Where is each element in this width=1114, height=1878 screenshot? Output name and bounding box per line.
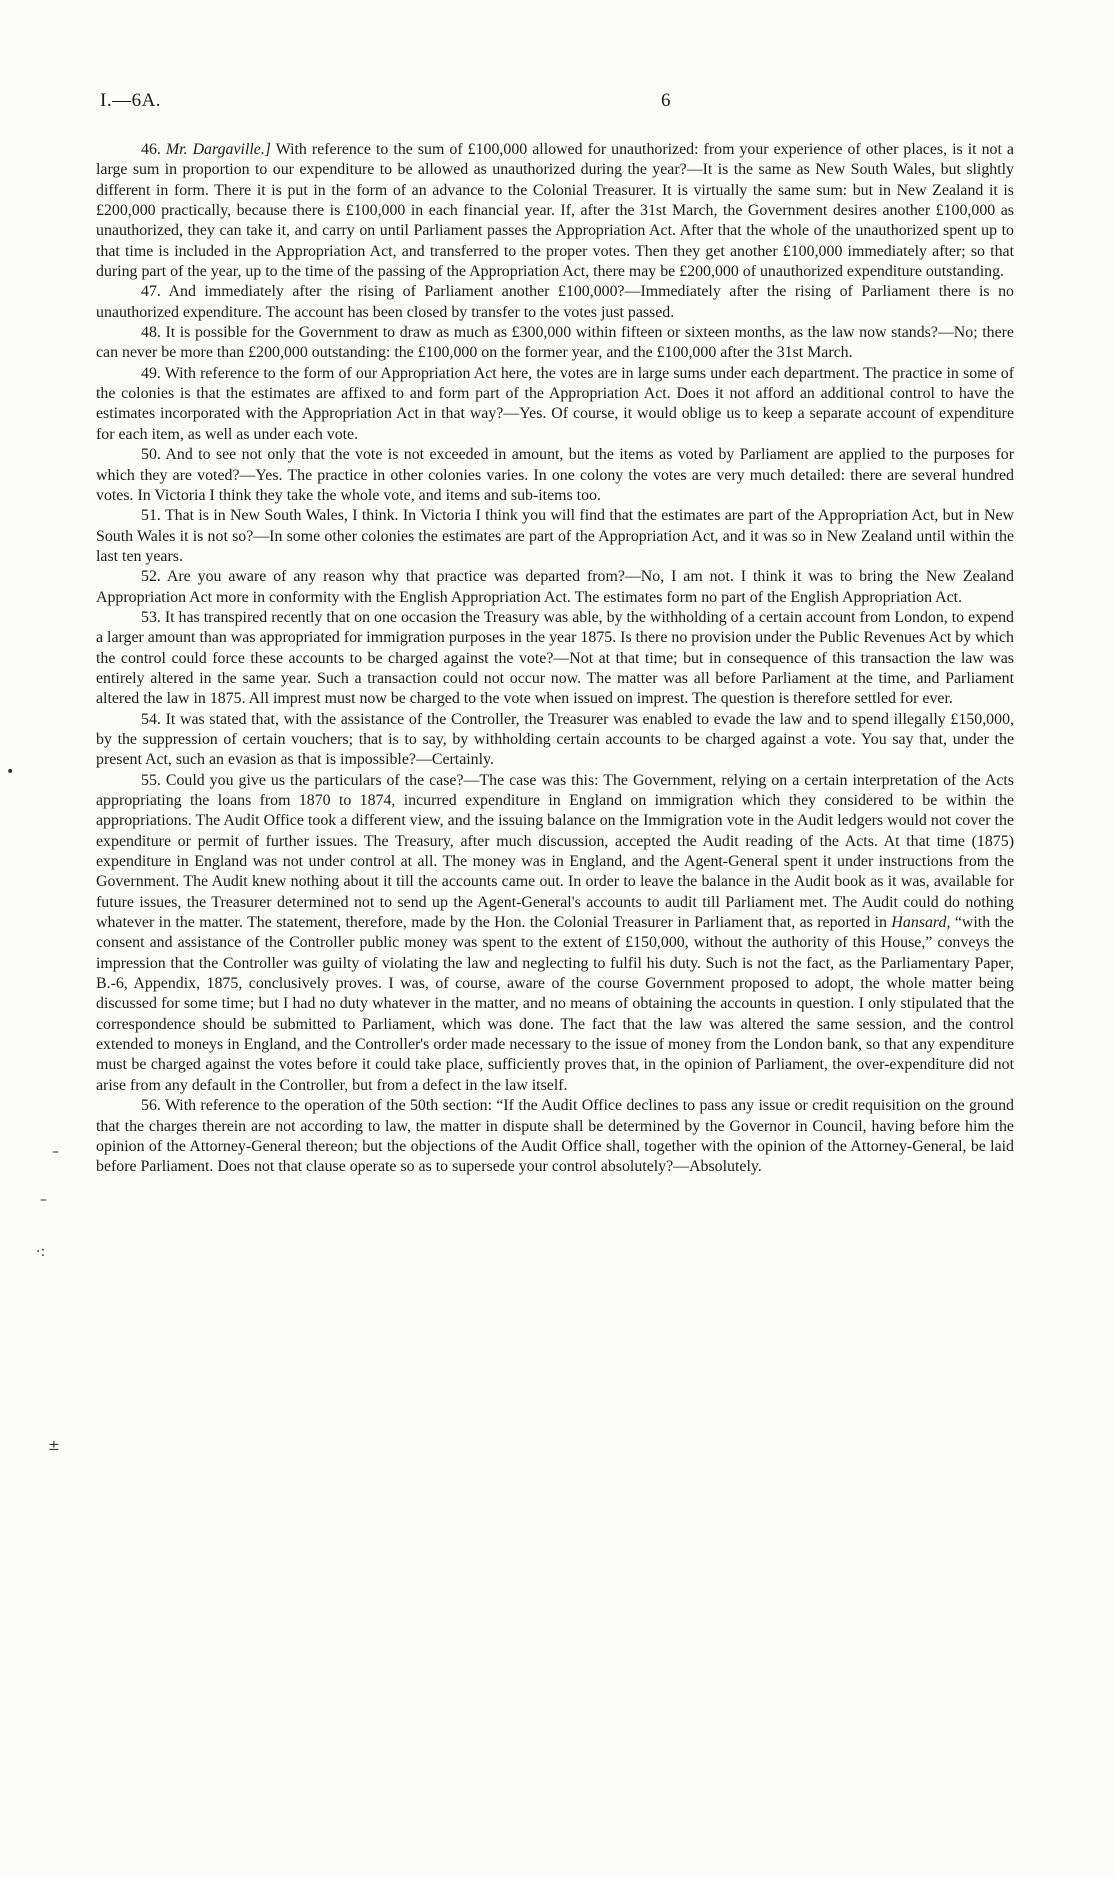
paragraph-text: Could you give us the particulars of the case?—The case was this: The Government, relying on a certain interpretation of the Acts appropriating the loans from 1870 to 1874, incurred expenditure in England on immigration which they considered to be within the appropriations. The Audit Office took a different view, and the issuing balance on the Immigration vote in the Audit ledgers would not cover the expenditure or permit of further issues. The Treasury, after much discussion, accepted the Audit reading of the Acts. At that time (1875) expenditure in England was not under control at all. The money was in England, and the Agent-General spent it under instructions from the Government. The Audit knew nothing about it till the accounts came out. In order to leave the balance in the Audit book as it was, available for future issues, the Treasurer determined not to send up the Agent-General's accounts to audit till Parliament met. The Audit could do nothing whatever in the matter. The statement, therefore, made by the Hon. the Colonial Treasurer in Parliament that, as reported in: [96, 771, 1014, 932]
evidence-text: [96, 140, 1014, 1178]
question-number: 56.: [141, 1097, 161, 1115]
paragraph-text: With reference to the operation of the 50th section: “If the Audit Office declines to pass any issue or credit requisition on the ground that the charges therein are not according to law, the matter in dispute shall be determined by the Governor in Council, having before him the opinion of the Attorney-General thereon; but the objections of the Audit Office shall, together with the opinion of the Attorney-General, be laid before Parliament. Does not that clause operate so as to supersede your control absolutely?—Absolutely.: [96, 1097, 1014, 1176]
question-number: 53.: [141, 608, 161, 626]
paragraph-49: [96, 364, 1014, 445]
paragraph-text: It was stated that, with the assistance of the Controller, the Treasurer was enabled to evade the law and to spend illegally £150,000, by the suppression of certain vouchers; that is to say, by withholding certain accounts to be charged against a vote. You say that, under the present Act, such an evasion as that is impossible?—Certainly.: [96, 710, 1014, 769]
paragraph-48: [96, 323, 1014, 364]
paragraph-text: That is in New South Wales, I think. In Victoria I think you will find that the estimates are part of the Appropriation Act, but in New South Wales it is not so?—In some other colonies the estimates are part of the Appropriation Act, and it was so in New Zealand until within the last ten years.: [96, 507, 1015, 565]
margin-dash: –: [52, 1144, 59, 1160]
paragraph-53: [96, 608, 1014, 710]
document-reference: I.—6A.: [100, 90, 162, 111]
paragraph-text: And immediately after the rising of Parliament another £100,000?—Immediately after the rising of Parliament there is no unauthorized expenditure. The account has been closed by transfer to the votes just passed.: [96, 283, 1014, 321]
question-number: 49.: [141, 364, 161, 382]
paragraph-56: [96, 1096, 1014, 1177]
paragraph-text: With reference to the form of our Appropriation Act here, the votes are in large sums under each department. The practice in some of the colonies is that the estimates are affixed to and form part of the Appropriation Act. Does it not afford an additional control to have the estimates incorporated with the Appropriation Act in that way?—Yes. Of course, it would oblige us to keep a separate account of expenditure for each item, as well as under each vote.: [96, 364, 1015, 443]
paragraph-55: [96, 771, 1014, 1097]
margin-dot: •: [6, 764, 15, 780]
paragraph-50: [96, 445, 1014, 506]
question-number: 50.: [141, 446, 161, 464]
paragraph-text: And to see not only that the vote is not exceeded in amount, but the items as voted by Parliament are applied to the purposes for which they are voted?—Yes. The practice in other colonies varies. In one colony the votes are very much detailed: there are several hundred votes. In Victoria I think they take the whole vote, and items and sub-items too.: [96, 446, 1014, 504]
question-number: 54.: [141, 710, 161, 728]
question-number: 46.: [141, 141, 161, 158]
paragraph-52: [96, 567, 1014, 608]
paragraph-text: With reference to the sum of £100,000 allowed for unauthorized: from your experience of other places, is it not a large sum in proportion to our expenditure to be allowed as unauthorized during the year?—It is the same as New South Wales, but slightly different in form. There it is put in the form of an advance to the Colonial Treasurer. It is virtually the same sum: but in New Zealand it is £200,000 practically, because there is £100,000 in each financial year. If, after the 31st March, the Government desires another £100,000 as unauthorized, they can take it, and carry on until Parliament passes the Appropriation Act. After that the whole of the unauthorized spent up to that time is included in the Appropriation Act, and transferred to the proper votes. Then they get another £100,000 immediately after; so that during part of the year, up to the time of the passing of the Appropriation Act, there may be £200,000 of unauthorized expenditure outstanding.: [96, 141, 1014, 281]
margin-dash: –: [40, 1192, 47, 1208]
paragraph-47: [96, 282, 1014, 323]
paragraph-46: [96, 140, 1014, 282]
question-number: 47.: [141, 283, 161, 301]
paragraph-text: It is possible for the Government to draw as much as £300,000 within fifteen or sixteen months, as the law now stands?—No; there can never be more than £200,000 outstanding: the £100,000 on the former year, and the £100,000 after the 31st March.: [96, 324, 1014, 362]
paragraph-text: Are you aware of any reason why that practice was departed from?—No, I am not. I think it was to bring the New Zealand Appropriation Act more in conformity with the English Appropriation Act. The estimates form no part of the English Appropriation Act.: [96, 568, 1014, 606]
question-number: 48.: [141, 324, 161, 342]
page-header: [100, 90, 1010, 116]
question-number: 51.: [141, 507, 161, 525]
margin-dots: ·:: [36, 1244, 46, 1260]
hansard-citation: Hansard,: [891, 914, 951, 932]
paragraph-54: [96, 710, 1014, 771]
question-number: 52.: [141, 568, 161, 586]
speaker-name: Mr. Dargaville.]: [165, 141, 271, 158]
margin-mark: ±: [48, 1438, 60, 1454]
paragraph-text: It has transpired recently that on one occasion the Treasury was able, by the withholding of a certain account from London, to expend a larger amount than was appropriated for immigration purposes in the year 1875. Is there no provision under the Public Revenues Act by which the control could force these accounts to be charged against the vote?—Not at that time; but in consequence of this transaction the law was entirely altered in the same year. Such a transaction could not occur now. The matter was all before Parliament at the time, and Parliament altered the law in 1875. All imprest must now be charged to the vote when issued on imprest. The question is therefore settled for ever.: [96, 608, 1014, 708]
paragraph-text: “with the consent and assistance of the Controller public money was spent to the extent of £150,000, without the authority of this House,” conveys the impression that the Controller was guilty of violating the law and neglecting to fulfil his duty. Such is not the fact, as the Parliamentary Paper, B.-6, Appendix, 1875, conclusively proves. I was, of course, aware of the course Government proposed to adopt, the whole matter being discussed for some time; but I had no duty whatever in the matter, and no means of obtaining the accounts in question. I only stipulated that the correspondence should be submitted to Parliament, which was done. The fact that the law was altered the same session, and the control extended to moneys in England, and the Controller's order made necessary to the issue of money from the London bank, so that any expenditure must be charged against the votes before it could take place, sufficiently proves that, in the opinion of Parliament, the over-expenditure did not arise from any default in the Controller, but from a defect in the law itself.: [96, 914, 1014, 1094]
question-number: 55.: [141, 771, 161, 789]
paragraph-51: [96, 506, 1014, 567]
page-number: 6: [661, 90, 671, 111]
